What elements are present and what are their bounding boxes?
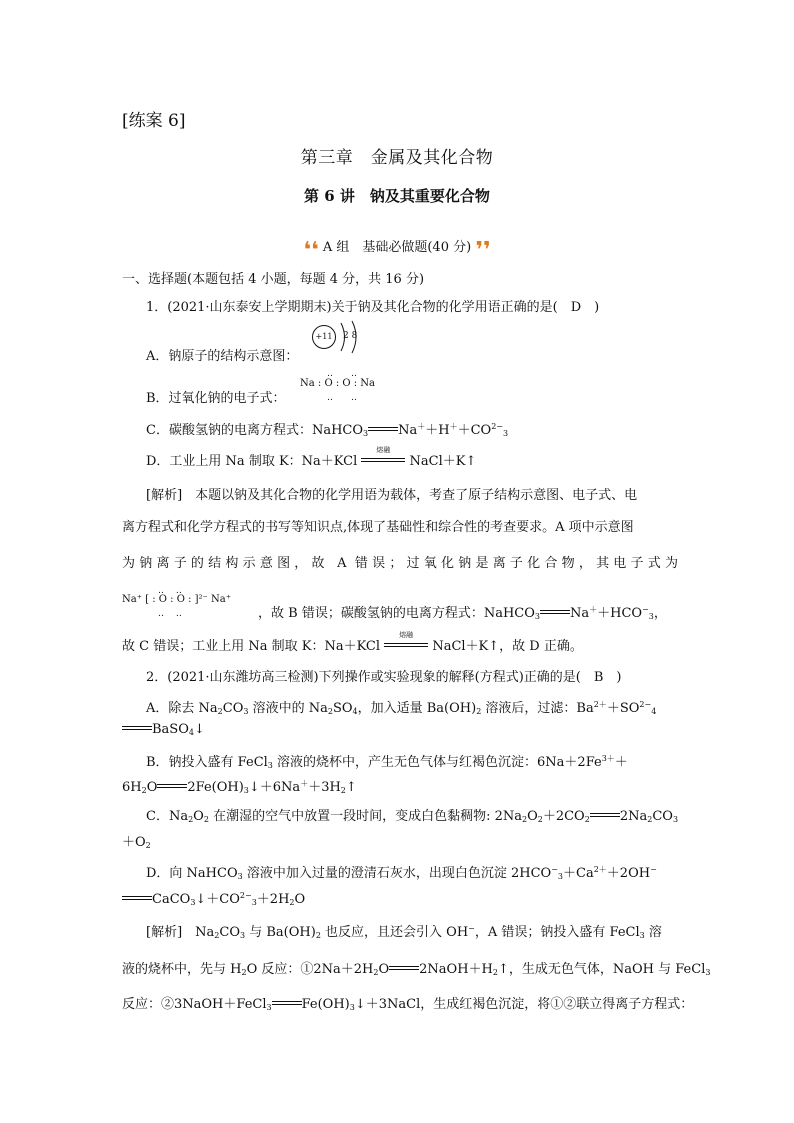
q2-option-d-cont: $CaCO_3↓+CO^{2-}_3+2H_2O$: [122, 888, 305, 907]
open-quote-icon: ❛❛: [303, 238, 319, 263]
lesson-title: 第 6 讲 钠及其重要化合物: [304, 187, 490, 205]
group-label: A 组 基础必做题(40 分): [322, 240, 472, 255]
q2-stem: 2．(2021·山东潍坊高三检测)下列操作或实验现象的解释(方程式)正确的是( B ): [146, 670, 622, 685]
q2-option-b-cont: $6H_2O$ $2Fe(OH)_3↓+6Na^++3H_2↑$: [122, 779, 357, 795]
chapter-title: 第三章 金属及其化合物: [300, 148, 494, 168]
analysis2-line3: 反应：②3NaOH＋FeCl$_3$ $Fe(OH)_3↓+3NaCl$，生成红褐色沉淀，将①②联立得离子方程式：: [122, 997, 694, 1012]
q1-option-a: [146, 345, 298, 364]
analysis1-peroxide-formula: Na⁺ [ : O : O : ]²⁻ Na⁺: [122, 594, 232, 605]
q1-option-a-label: A．钠原子的结构示意图：: [146, 349, 299, 364]
analysis1-line5: 故 C 错误；工业上用 Na 制取 K：Na＋KCl 熔融 NaCl＋K↑，故 D 正确。: [122, 631, 583, 654]
analysis1-line1: [解析] 本题以钠及其化合物的化学用语为载体，考查了原子结构示意图、电子式、电: [146, 488, 638, 503]
analysis1-line2: 离方程式和化学方程式的书写等知识点,体现了基础性和综合性的考查要求。A 项中示意图: [122, 520, 634, 535]
analysis2-line1: [解析] $Na_2CO_3$ 与 $Ba(OH)_2$ 也反应，且还会引入 OH−，A 错误；钠投入盛有 FeCl$_3$ 溶: [146, 924, 662, 940]
na2o2-dots-bottom: ‥ ‥: [300, 393, 358, 403]
q1-option-c: C．碳酸氢钠的电离方程式：NaHCO$_3$ $Na^++H^++CO^{2-}_3$: [146, 422, 509, 438]
exercise-tag: [练案 6]: [122, 111, 186, 131]
q1-stem: 1．(2021·山东泰安上学期期末)关于钠及其化合物的化学用语正确的是( D ): [146, 300, 600, 315]
q2-option-c: C．$Na_2O_2$ 在潮湿的空气中放置一段时间，变成白色黏稠物: $2Na_2O_2+2CO_2$ $2Na_2CO_3$: [146, 809, 679, 824]
analysis1-line3: 为钠离子的结构示意图，故 A 错误；过氧化钠是离子化合物，其电子式为: [122, 556, 678, 571]
q2-option-a: A．除去 $Na_2CO_3$ 溶液中的 $Na_2SO_4$，加入适量 $Ba(OH)_2$ 溶液后，过滤：$Ba^{2+}+SO^{2-}_4$: [146, 700, 657, 716]
shell-electrons: 2 8: [343, 331, 358, 341]
na2o2-dots-top: ‥ ‥: [300, 369, 358, 379]
analysis2-line2: 液的烧杯中，先与 $H_2O$ 反应：$①2Na+2H_2O$ $2NaOH+H_2↑$，生成无色气体，NaOH 与 FeCl$_3$: [122, 962, 711, 977]
q2-option-c-cont: $+O_2$: [122, 835, 151, 850]
analysis1-line4: ，故 B 错误；碳酸氢钠的电离方程式：NaHCO$_3$ $Na^++HCO^-_3$，: [258, 605, 667, 621]
section-heading: 一、选择题(本题包括 4 小题，每题 4 分，共 16 分): [122, 272, 425, 287]
q2-option-d: D．向 NaHCO$_3$ 溶液中加入过量的澄清石灰水，出现白色沉淀 $2HCO^-_3+Ca^{2+}+2OH^-$: [146, 865, 657, 881]
group-heading: [0, 236, 794, 263]
q1-option-b: B．过氧化钠的电子式：: [146, 391, 286, 406]
atom-nucleus: +11: [312, 325, 336, 349]
q1-option-d: D．工业上用 Na 制取 K：Na＋KCl 熔融 NaCl＋K↑: [146, 446, 477, 469]
close-quote-icon: ❜❜: [475, 238, 491, 263]
peroxide-dots-top: ‥ ‥: [122, 586, 182, 596]
q2-option-b: B．钠投入盛有 FeCl$_3$ 溶液的烧杯中，产生无色气体与红褐色沉淀：$6Na+2Fe^{3+}+$: [146, 754, 628, 770]
q2-option-a-cont: BaSO$_4$↓: [122, 722, 205, 737]
peroxide-dots-bottom: ‥ ‥: [122, 609, 182, 619]
na2o2-electron-formula: Na : O : O : Na: [300, 378, 375, 389]
